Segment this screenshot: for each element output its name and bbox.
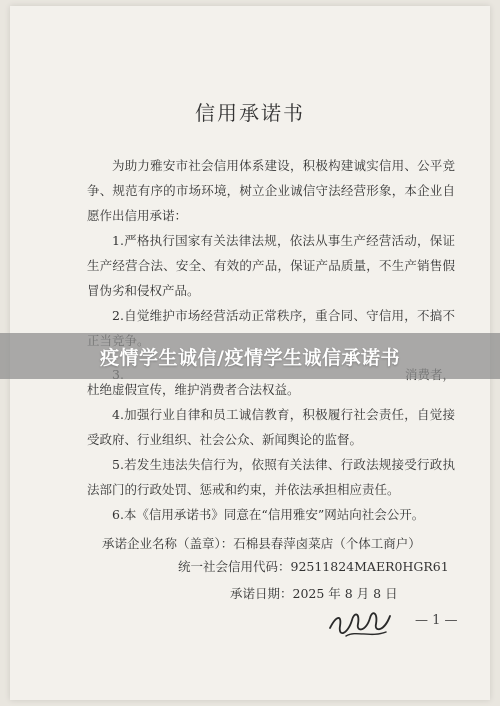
item-2: 2.自觉维护市场经营活动正常秩序，重合同、守信用，不搞不 [112,308,455,323]
document-title: 信用承诺书 [195,101,305,125]
overlay-banner [0,333,500,379]
date-line: 承诺日期：2025 年 8 月 8 日 [230,586,398,601]
page-number: — 1 — [415,613,458,628]
company-name-line: 承诺企业名称（盖章）：石棉县春萍卤菜店（个体工商户） [102,536,421,551]
handwritten-signature [326,598,396,642]
item-1: 1.严格执行国家有关法律法规，依法从事生产经营活动，保证生产经营合法、安全、有效的产品，保证产品质量，不生产销售假冒伪劣和侵权产品。 [87,233,455,298]
overlay-banner-text: 疫情学生诚信/疫情学生诚信承诺书 [100,346,400,369]
item-6: 6.本《信用承诺书》同意在“信用雅安”网站向社会公开。 [112,507,425,522]
item-3-continuation: 杜绝虚假宣传，维护消费者合法权益。 [87,382,300,397]
item-4: 4.加强行业自律和员工诚信教育，积极履行社会责任，自觉接受政府、行业组织、社会公众、新闻舆论的监督。 [87,407,455,447]
intro-paragraph: 为助力雅安市社会信用体系建设，积极构建诚实信用、公平竞争、规范有序的市场环境，树立企业诚信守法经营形象，本企业自愿作出信用承诺： [87,158,455,223]
item-5: 5.若发生违法失信行为，依照有关法律、行政法规接受行政执法部门的行政处罚、惩戒和约束，并依法承担相应责任。 [87,457,455,497]
credit-code-line: 统一社会信用代码：92511824MAER0HGR61 [178,559,449,574]
